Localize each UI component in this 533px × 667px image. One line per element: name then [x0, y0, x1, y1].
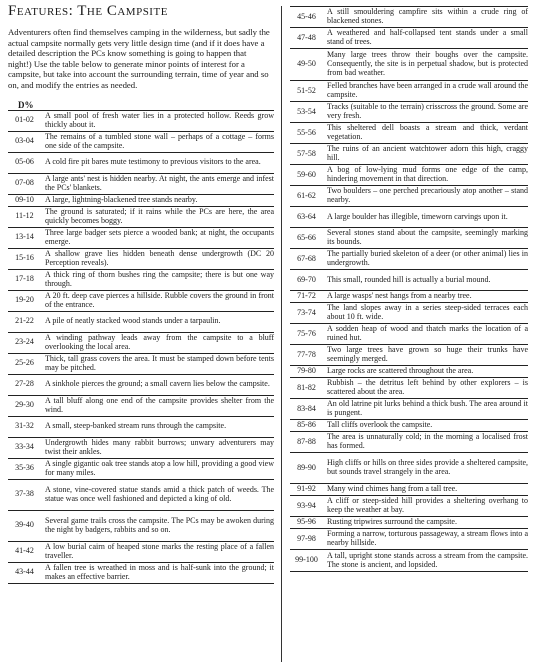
feature-description: Undergrowth hides many rabbit burrows; unwary adventurers may twist their ankles. [45, 437, 274, 456]
roll-range: 97-98 [297, 533, 316, 543]
roll-range: 95-96 [297, 517, 316, 527]
table-row [290, 123, 528, 144]
table-row [290, 249, 528, 270]
table-row [290, 378, 528, 399]
roll-range: 59-60 [297, 169, 316, 179]
feature-description: A tall, upright stone stands across a stream from the campsite. The stone is ancient, and lopsided. [327, 550, 528, 569]
table-row [8, 332, 274, 353]
feature-description: A winding pathway leads away from the campsite to a bluff overlooking the local area. [45, 332, 274, 351]
table-row [290, 7, 528, 28]
roll-range: 67-68 [297, 253, 316, 263]
campsite-table-left [8, 110, 274, 584]
feature-description: A large wasps' nest hangs from a nearby tree. [327, 291, 472, 301]
roll-range: 49-50 [297, 59, 316, 69]
table-row [290, 228, 528, 249]
roll-range: 33-34 [15, 442, 34, 452]
table-row [8, 206, 274, 227]
roll-range: 37-38 [15, 489, 34, 499]
feature-description: A small, steep-banked stream runs through the campsite. [45, 421, 227, 431]
feature-description: A large ants' nest is hidden nearby. At night, the ants emerge and infest the PCs' blankets. [45, 173, 274, 192]
table-row [8, 131, 274, 152]
table-row [290, 144, 528, 165]
table-row [8, 458, 274, 479]
table-row [290, 453, 528, 484]
feature-description: A cold fire pit bares mute testimony to previous visitors to the area. [45, 157, 261, 167]
table-row [8, 510, 274, 541]
roll-range: 03-04 [15, 136, 34, 146]
table-row [8, 311, 274, 332]
table-row [290, 484, 528, 496]
feature-description: Several stones stand about the campsite, seemingly marking its bounds. [327, 228, 528, 246]
table-row [8, 227, 274, 248]
dice-header: D% [18, 99, 34, 110]
roll-range: 19-20 [15, 295, 34, 305]
roll-range: 99-100 [295, 555, 318, 565]
table-row [290, 270, 528, 291]
feature-description: Felled branches have been arranged in a crude wall around the campsite. [327, 81, 528, 99]
feature-description: Rusting tripwires surround the campsite. [327, 517, 457, 527]
roll-range: 73-74 [297, 307, 316, 317]
roll-range: 89-90 [297, 462, 316, 472]
feature-description: A single gigantic oak tree stands atop a low hill, providing a good view for many miles. [45, 458, 274, 477]
table-row [8, 110, 274, 131]
feature-description: A still smouldering campfire sits within a crude ring of blackened stones. [327, 7, 528, 25]
feature-description: The remains of a tumbled stone wall – perhaps of a cottage – forms one side of the campsite. [45, 131, 274, 150]
roll-range: 13-14 [15, 232, 34, 242]
table-row [290, 517, 528, 529]
roll-range: 07-08 [15, 178, 34, 188]
roll-range: 15-16 [15, 253, 34, 263]
table-row [290, 432, 528, 453]
roll-range: 77-78 [297, 349, 316, 359]
roll-range: 57-58 [297, 148, 316, 158]
feature-description: The partially buried skeleton of a deer (or other animal) lies in undergrowth. [327, 249, 528, 267]
feature-description: Two boulders – one perched precariously atop another – stand nearby. [327, 186, 528, 204]
roll-range: 23-24 [15, 337, 34, 347]
table-row [8, 416, 274, 437]
roll-range: 27-28 [15, 379, 34, 389]
table-row [290, 49, 528, 81]
roll-range: 05-06 [15, 157, 34, 167]
roll-range: 09-10 [15, 194, 34, 204]
column-divider [281, 6, 282, 662]
roll-range: 53-54 [297, 106, 316, 116]
table-row [8, 248, 274, 269]
roll-range: 35-36 [15, 463, 34, 473]
right-column [290, 0, 528, 572]
table-row [8, 152, 274, 173]
roll-range: 87-88 [297, 436, 316, 446]
feature-description: A pile of neatly stacked wood stands under a tarpaulin. [45, 316, 221, 326]
feature-description: A small pool of fresh water lies in a protected hollow. Reeds grow thickly about it. [45, 110, 274, 129]
roll-range: 51-52 [297, 85, 316, 95]
feature-description: A bog of low-lying mud forms one edge of the camp, hindering movement in that direction. [327, 165, 528, 183]
feature-description: The area is unnaturally cold; in the morning a localised frost has formed. [327, 432, 528, 450]
feature-description: Many large trees throw their boughs over the campsite. Consequently, the site is in perpetual shadow, but is protected from bad weather. [327, 50, 528, 77]
roll-range: 21-22 [15, 316, 34, 326]
left-column [8, 0, 274, 584]
feature-description: High cliffs or hills on three sides provide a sheltered campsite, but sounds travel strangely in the area. [327, 458, 528, 476]
table-row [290, 324, 528, 345]
table-row [290, 186, 528, 207]
table-row [290, 303, 528, 324]
feature-description: Large rocks are scattered throughout the area. [327, 366, 474, 376]
roll-range: 31-32 [15, 421, 34, 431]
roll-range: 61-62 [297, 190, 316, 200]
feature-description: A cliff or steep-sided hill provides a sheltering overhang to keep the weather at bay. [327, 496, 528, 514]
feature-description: A sinkhole pierces the ground; a small cavern lies below the campsite. [45, 379, 270, 389]
feature-description: A large boulder has illegible, timeworn carvings upon it. [327, 211, 508, 221]
roll-range: 79-80 [297, 366, 316, 376]
feature-description: The ruins of an ancient watchtower adorn this high, craggy hill. [327, 144, 528, 162]
table-row [8, 562, 274, 583]
table-row [8, 290, 274, 311]
feature-description: A large, lightning-blackened tree stands nearby. [45, 194, 198, 204]
roll-range: 83-84 [297, 403, 316, 413]
roll-range: 91-92 [297, 484, 316, 494]
table-row [290, 291, 528, 303]
feature-description: Tall cliffs overlook the campsite. [327, 420, 433, 430]
feature-description: An old latrine pit lurks behind a thick bush. The area around it is pungent. [327, 399, 528, 417]
feature-description: A tall bluff along one end of the campsite provides shelter from the wind. [45, 395, 274, 414]
table-row [290, 207, 528, 228]
roll-range: 63-64 [297, 211, 316, 221]
table-row [8, 541, 274, 562]
table-row [290, 28, 528, 49]
feature-description: A fallen tree is wreathed in moss and is half-sunk into the ground; it makes an effective barrier. [45, 562, 274, 581]
roll-range: 11-12 [15, 211, 34, 221]
table-row [290, 366, 528, 378]
table-row [290, 496, 528, 517]
table-row [8, 173, 274, 194]
table-row [8, 269, 274, 290]
table-row [290, 529, 528, 550]
roll-range: 55-56 [297, 127, 316, 137]
table-row [290, 399, 528, 420]
feature-description: Tracks (suitable to the terrain) crisscross the ground. Some are very fresh. [327, 102, 528, 120]
roll-range: 17-18 [15, 274, 34, 284]
roll-range: 71-72 [297, 291, 316, 301]
roll-range: 45-46 [297, 11, 316, 21]
table-row [290, 81, 528, 102]
table-row [8, 479, 274, 510]
table-row [8, 353, 274, 374]
roll-range: 69-70 [297, 274, 316, 284]
feature-description: A 20 ft. deep cave pierces a hillside. Rubble covers the ground in front of the entrance. [45, 290, 274, 309]
table-row [290, 420, 528, 432]
roll-range: 41-42 [15, 546, 34, 556]
table-row [8, 194, 274, 206]
roll-range: 01-02 [15, 115, 34, 125]
table-row [290, 550, 528, 572]
feature-description: A stone, vine-covered statue stands amid a thick patch of weeds. The statue was once well fashioned and depicted a king of old. [45, 484, 274, 503]
feature-description: Thick, tall grass covers the area. It must be stamped down before tents may be pitched. [45, 353, 274, 372]
roll-range: 43-44 [15, 567, 34, 577]
table-row [290, 102, 528, 123]
table-row [8, 374, 274, 395]
feature-description: A shallow grave lies hidden beneath dense undergrowth (DC 20 Perception reveals). [45, 248, 274, 267]
roll-range: 29-30 [15, 400, 34, 410]
roll-range: 39-40 [15, 520, 34, 530]
roll-range: 25-26 [15, 358, 34, 368]
feature-description: The ground is saturated; if it rains while the PCs are here, the area quickly becomes boggy. [45, 206, 274, 225]
table-row [290, 165, 528, 186]
feature-description: A weathered and half-collapsed tent stands under a small stand of trees. [327, 28, 528, 46]
feature-description: Two large trees have grown so huge their trunks have seemingly merged. [327, 345, 528, 363]
campsite-table-right [290, 6, 528, 572]
feature-description: Several game trails cross the campsite. The PCs may be awoken during the night by badgers, rabbits and so on. [45, 515, 274, 534]
roll-range: 75-76 [297, 328, 316, 338]
feature-description: The land slopes away in a series steep-sided terraces each about 10 ft. wide. [327, 303, 528, 321]
page-title: Features: The Campsite [8, 3, 168, 19]
table-row [290, 345, 528, 366]
feature-description: Many wind chimes hang from a tall tree. [327, 484, 458, 494]
roll-range: 47-48 [297, 32, 316, 42]
feature-description: This small, rounded hill is actually a burial mound. [327, 274, 491, 284]
feature-description: Three large badger sets pierce a wooded bank; at night, the occupants emerge. [45, 227, 274, 246]
feature-description: This sheltered dell boasts a stream and thick, verdant vegetation. [327, 123, 528, 141]
roll-range: 81-82 [297, 382, 316, 392]
feature-description: A thick ring of thorn bushes ring the campsite; there is but one way through. [45, 269, 274, 288]
table-row [8, 437, 274, 458]
table-row [8, 395, 274, 416]
intro-paragraph: Adventurers often find themselves camping in the wilderness, but sadly the actual campsite normally gets very little design time (and if it does have a detailed description the PCs know something is going to happen that night!) Use the table below to generate minor points of interest for a campsite, but take into account the surrounding terrain, time of year and so on, and modify the entries as needed. [8, 27, 270, 90]
feature-description: A sodden heap of wood and thatch marks the location of a ruined hut. [327, 324, 528, 342]
roll-range: 93-94 [297, 500, 316, 510]
feature-description: A low burial cairn of heaped stone marks the resting place of a fallen traveller. [45, 541, 274, 560]
roll-range: 85-86 [297, 420, 316, 430]
feature-description: Forming a narrow, torturous passageway, a stream flows into a nearby hillside. [327, 529, 528, 547]
feature-description: Rubbish – the detritus left behind by other explorers – is scattered about the area. [327, 378, 528, 396]
roll-range: 65-66 [297, 232, 316, 242]
